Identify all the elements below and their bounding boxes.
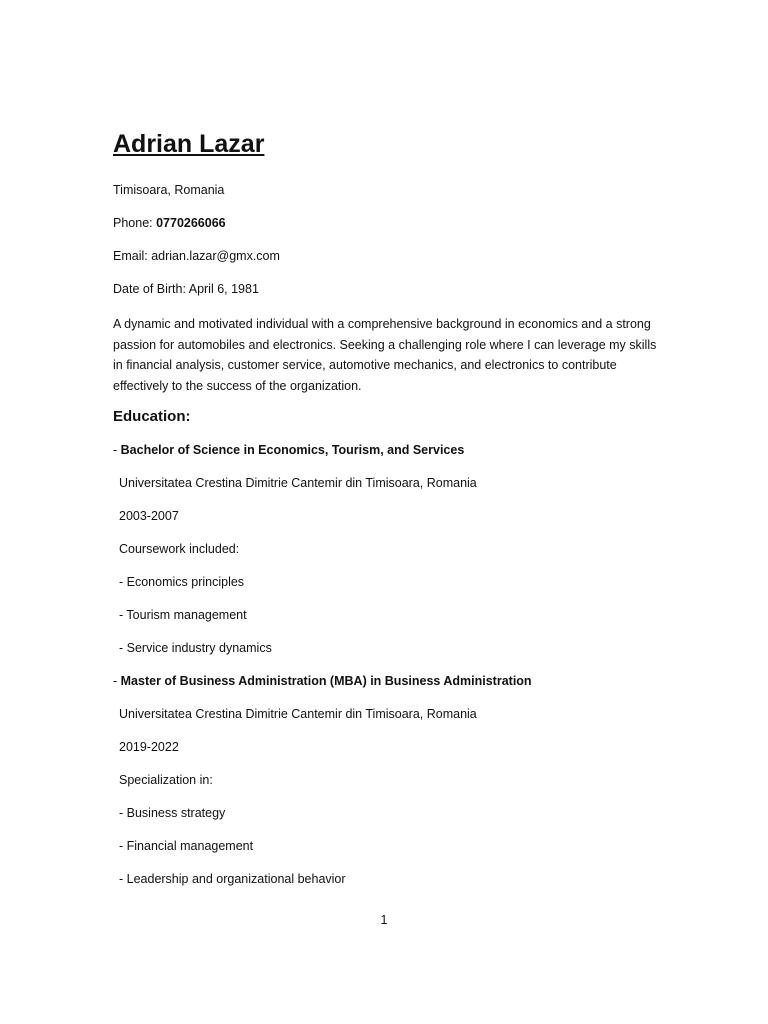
phone-label: Phone: — [113, 216, 157, 230]
dob-line: Date of Birth: April 6, 1981 — [113, 282, 259, 296]
coursework-item: - Economics principles — [119, 575, 245, 589]
specialization-item: - Business strategy — [119, 806, 226, 820]
school-name: Universitatea Crestina Dimitrie Cantemir din Timisoara, Romania — [119, 707, 477, 721]
candidate-name: Adrian Lazar — [113, 130, 265, 158]
degree-title — [113, 442, 658, 459]
degree-name: Bachelor of Science in Economics, Tourism, and Services — [120, 443, 465, 457]
coursework-item: - Tourism management — [119, 608, 247, 622]
specialization-item: - Leadership and organizational behavior — [119, 872, 346, 886]
location-line: Timisoara, Romania — [113, 183, 225, 197]
degree-prefix: - — [113, 674, 121, 688]
specialization-label: Specialization in: — [119, 773, 213, 787]
coursework-label: Coursework included: — [119, 542, 240, 556]
phone-line — [113, 215, 658, 232]
summary-paragraph: A dynamic and motivated individual with a comprehensive background in economics and a strong passion for automobiles and electronics. Seeking a challenging role where I can leverage my skills in financial analysis, customer service, automotive mechanics, and electronics to contribute effectively to the success of the organization. — [113, 317, 657, 393]
degree-years: 2019-2022 — [119, 740, 179, 754]
email-line: Email: adrian.lazar@gmx.com — [113, 249, 280, 263]
school-name: Universitatea Crestina Dimitrie Cantemir din Timisoara, Romania — [119, 476, 477, 490]
degree-title — [113, 673, 658, 690]
degree-prefix: - — [113, 443, 121, 457]
degree-years: 2003-2007 — [119, 509, 179, 523]
education-heading: Education: — [113, 408, 191, 425]
degree-name: Master of Business Administration (MBA) in Business Administration — [120, 674, 532, 688]
resume-content — [113, 128, 658, 904]
page-number: 1 — [380, 913, 388, 927]
phone-value: 0770266066 — [156, 216, 226, 230]
coursework-item: - Service industry dynamics — [119, 641, 272, 655]
specialization-item: - Financial management — [119, 839, 254, 853]
